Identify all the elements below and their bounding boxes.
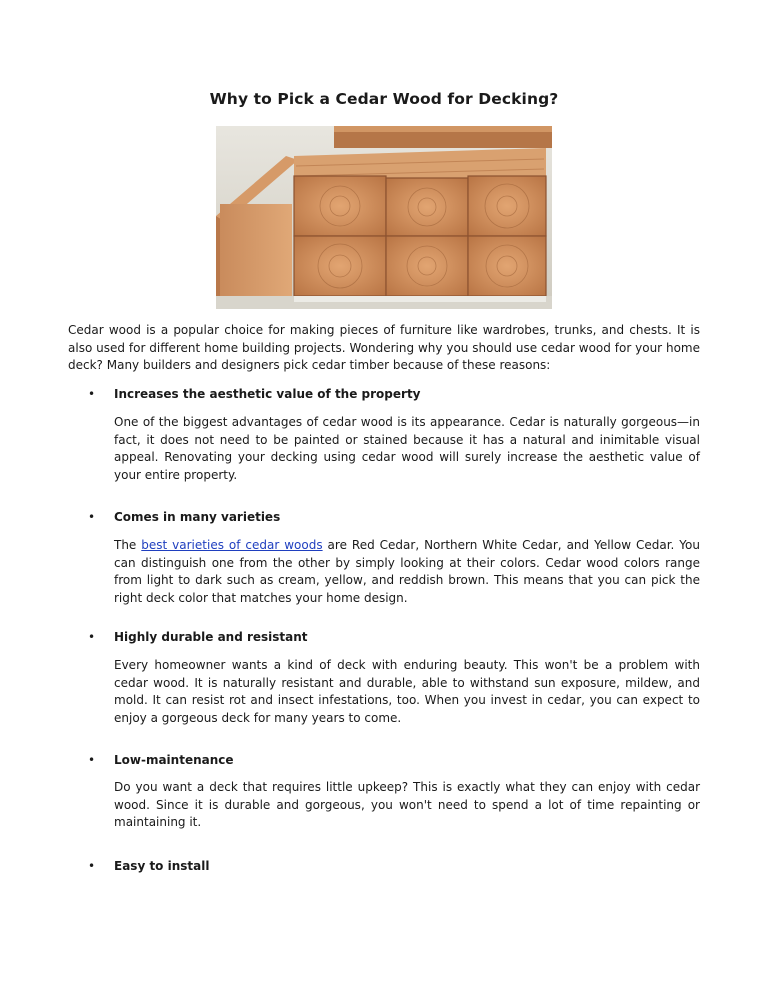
item-heading: Low-maintenance [114, 753, 234, 767]
bullet-icon: • [88, 510, 96, 524]
item-body [114, 537, 700, 607]
item-heading: Increases the aesthetic value of the property [114, 387, 421, 401]
cedar-timber-photo [216, 126, 552, 309]
item-body: One of the biggest advantages of cedar wood is its appearance. Cedar is naturally gorgeous—in fact, it does not need to be painted or stained because it has a natural and inimitable visual appeal. Renovating your decking using cedar wood will surely increase the aesthetic value of your entire property. [114, 415, 700, 482]
item-body-text-after: are Red Cedar, Northern White Cedar, and Yellow Cedar. You can distinguish one from the other by simply looking at their colors. Cedar wood colors range from light to dark such as cream, yellow, and reddish brown. This means that you can pick the right deck color that matches your home design. [114, 538, 700, 605]
bullet-icon: • [88, 630, 96, 644]
item-body-text-before: The [114, 538, 142, 552]
bullet-icon: • [88, 387, 96, 401]
page-title: Why to Pick a Cedar Wood for Decking? [209, 90, 559, 108]
intro-paragraph: Cedar wood is a popular choice for making pieces of furniture like wardrobes, trunks, and chests. It is also used for different home building projects. Wondering why you should use cedar wood for your home deck? Many builders and designers pick cedar timber because of these reasons: [68, 323, 700, 372]
item-body: Every homeowner wants a kind of deck with enduring beauty. This won't be a problem with cedar wood. It is naturally resistant and durable, able to withstand sun exposure, mildew, and mold. It can resist rot and insect infestations, too. When you invest in cedar, you can expect to enjoy a gorgeous deck for many years to come. [114, 658, 700, 725]
item-body: Do you want a deck that requires little upkeep? This is exactly what they can enjoy with cedar wood. Since it is durable and gorgeous, you won't need to spend a lot of time repainting or maintaining it. [114, 780, 700, 829]
item-heading: Comes in many varieties [114, 510, 281, 524]
item-heading: Highly durable and resistant [114, 630, 308, 644]
cedar-varieties-link[interactable]: best varieties of cedar woods [141, 538, 323, 552]
item-heading: Easy to install [114, 859, 210, 873]
bullet-icon: • [88, 753, 96, 767]
bullet-icon: • [88, 859, 96, 873]
